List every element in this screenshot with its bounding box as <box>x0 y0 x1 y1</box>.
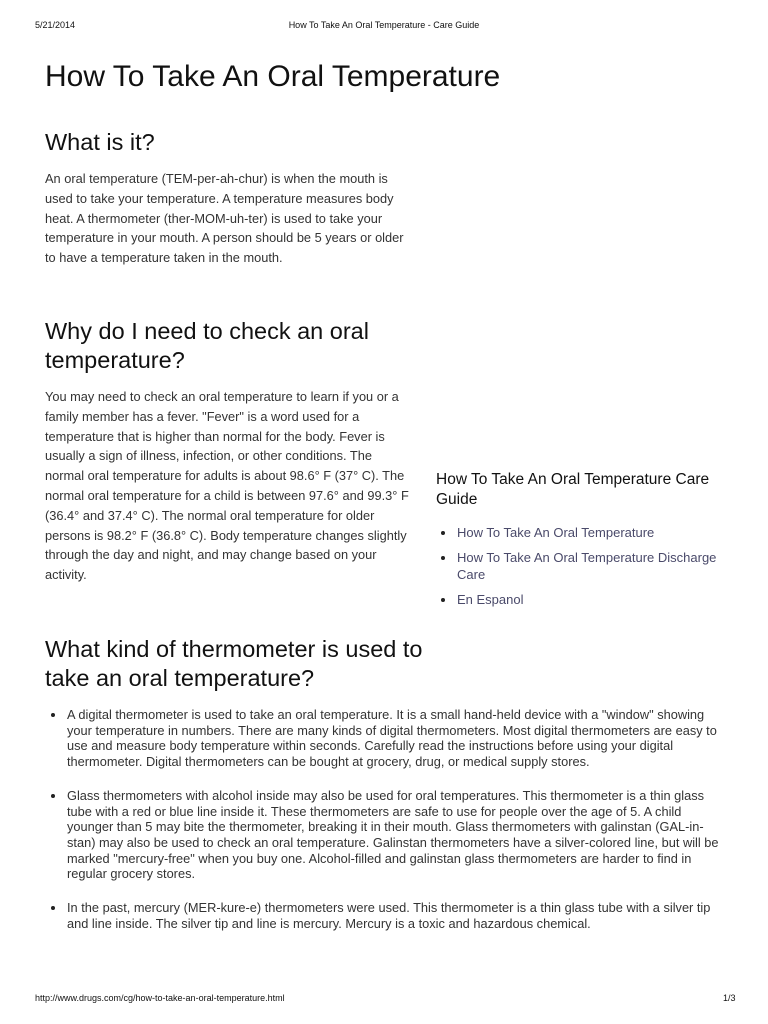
section-heading-thermometer-kind: What kind of thermometer is used to take an oral temperature? <box>45 636 423 691</box>
section-body-what-is-it: An oral temperature (TEM-per-ah-chur) is when the mouth is used to take your temperature. A temperature measures body heat. A thermometer (ther-MOM-uh-ter) is used to take your temperature in your mouth. A person should be 5 years or older to have a temperature taken in the mouth. <box>45 171 404 266</box>
thermometer-types-list <box>45 707 725 949</box>
section-body-why-check: You may need to check an oral temperature to learn if you or a family member has a fever. "Fever" is a word used for a temperature that is higher than normal for the body. Fever is usually a sign of illness, infection, or other conditions. The normal oral temperature for adults is about 98.6° F (37° C). The normal oral temperature for a child is between 97.6° and 99.3° F (36.4° and 37.4° C). The normal oral temperature for older persons is 98.2° F (36.8° C). Body temperature changes slightly through the day and night, and may change based on your activity. <box>45 389 409 583</box>
print-page-number: 1/3 <box>723 993 736 1003</box>
related-guide-item <box>436 591 736 608</box>
link-en-espanol[interactable]: En Espanol <box>457 592 524 607</box>
related-guides-title: How To Take An Oral Temperature Care Guide <box>436 471 710 508</box>
related-guide-item <box>436 549 736 583</box>
page-title: How To Take An Oral Temperature <box>45 60 501 93</box>
link-oral-temperature[interactable]: How To Take An Oral Temperature <box>457 525 655 540</box>
related-care-guides <box>436 470 736 616</box>
related-guide-item <box>436 524 736 541</box>
section-heading-why-check: Why do I need to check an oral temperature? <box>45 318 369 373</box>
print-date: 5/21/2014 <box>35 20 76 30</box>
print-page-title: How To Take An Oral Temperature - Care Guide <box>288 20 480 30</box>
list-item-digital-thermometer: A digital thermometer is used to take an oral temperature. It is a small hand-held device with a "window" showing your temperature in numbers. There are many kinds of digital thermometers. Most digital thermometers are easy to use and measure body temperature within seconds. Carefully read the instructions before using your digital thermometer. Digital thermometers can be bought at grocery, drug, or medical supply stores. <box>45 707 725 770</box>
link-oral-temperature-discharge-care[interactable]: How To Take An Oral Temperature Discharge Care <box>457 550 717 582</box>
section-heading-what-is-it: What is it? <box>45 129 155 155</box>
print-url: http://www.drugs.com/cg/how-to-take-an-oral-temperature.html <box>35 993 285 1003</box>
list-item-mercury-thermometer: In the past, mercury (MER-kure-e) thermometers were used. This thermometer is a thin glass tube with a silver tip and line inside. The silver tip and line is mercury. Mercury is a toxic and hazardous chemical. <box>45 900 725 931</box>
list-item-glass-thermometer: Glass thermometers with alcohol inside may also be used for oral temperatures. This thermometer is a thin glass tube with a red or blue line inside it. These thermometers are safe to use for people over the age of 5. A child younger than 5 may bite the thermometer, breaking it in their mouth. Glass thermometers with galinstan (GAL-in-stan) may also be used to check an oral temperature. Galinstan thermometers have a silver-colored line, but will be marked "mercury-free" when you buy one. Alcohol-filled and galinstan glass thermometers are harder to find in regular grocery stores. <box>45 788 725 882</box>
related-guides-list <box>436 524 736 608</box>
